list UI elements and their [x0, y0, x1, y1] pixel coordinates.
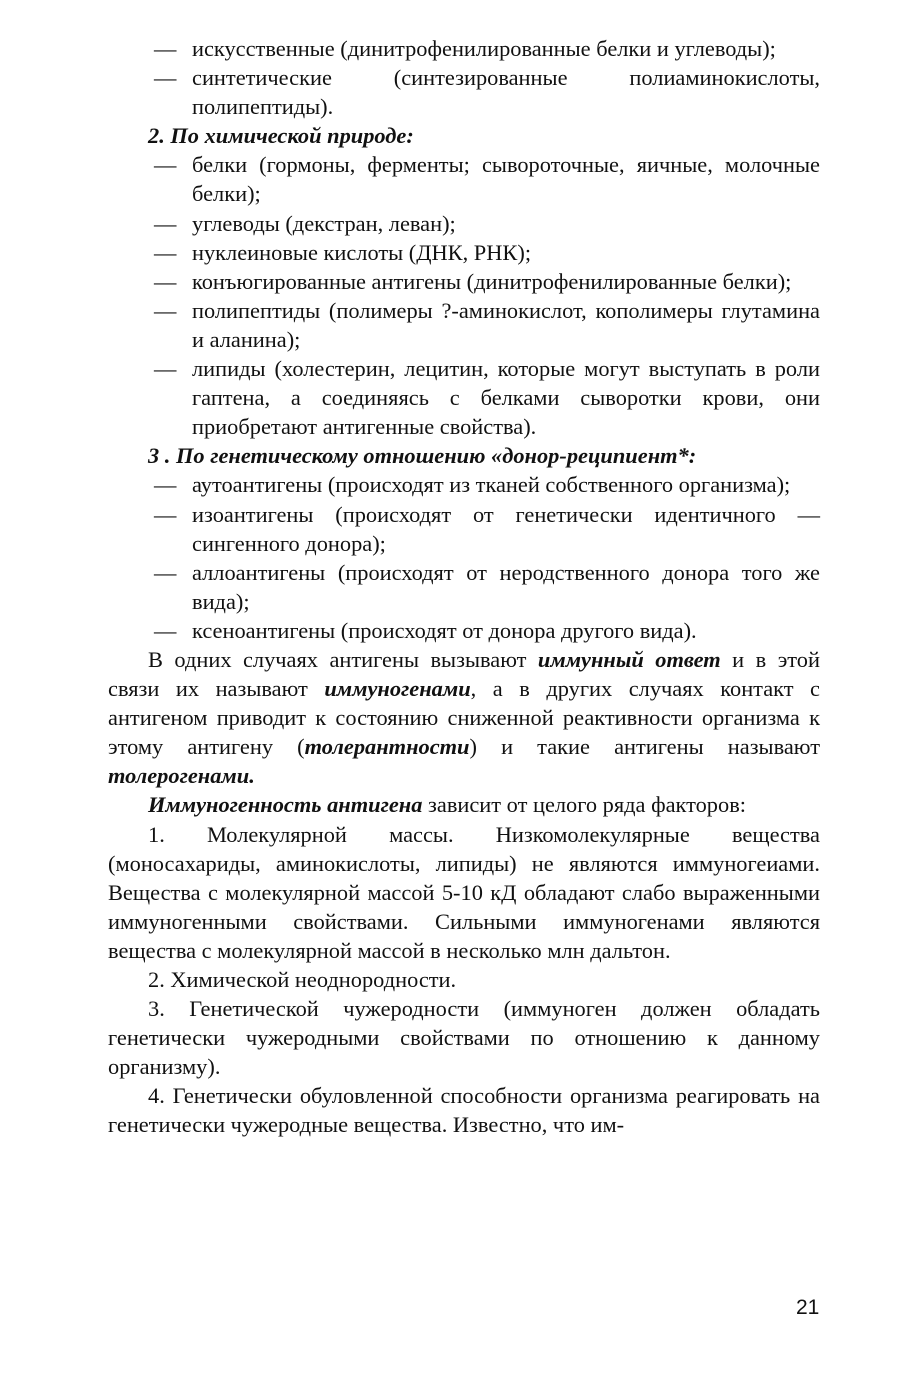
- list-item-text: нуклеиновые кислоты (ДНК, РНК);: [192, 239, 532, 265]
- list-item: [108, 558, 820, 616]
- list-dash: —: [154, 472, 177, 498]
- paragraph-immunogenicity: [108, 790, 820, 819]
- term-immunogens: иммуногенами: [324, 676, 471, 702]
- list-item: [108, 296, 820, 354]
- paragraph-factor-1: 1. Молекулярной массы. Низкомолекулярные вещества (моносахариды, аминокислоты, липиды) не являются иммуногеиами. Вещества с молекулярной массой 5-10 кД обладают слабо выраженными иммуногенными свойствами. Сильными иммуногенами являются вещества с молекулярной массой в несколько млн дальтон.: [108, 821, 820, 963]
- text-run: и в этой связи их называют: [108, 646, 820, 702]
- list-item-text: полипептиды (полимеры ?-аминокислот, кополимеры глутамина и аланина);: [192, 297, 820, 352]
- text-run: , а в других случаях контакт с антигеном приводит к состоянию сниженной реактивности организма к этому антигену (: [108, 676, 820, 760]
- list-dash: —: [154, 356, 177, 382]
- list-dash: —: [154, 501, 177, 527]
- list-item-text: искусственные (динитрофенилированные белки и углеводы);: [192, 36, 776, 61]
- list-item: [108, 209, 820, 238]
- list-item: [108, 63, 820, 121]
- list-item-text: конъюгированные антигены (динитрофенилированные белки);: [192, 268, 792, 294]
- list-dash: —: [154, 297, 177, 323]
- list-item-text: ксеноантигены (происходят от донора другого вида).: [192, 617, 697, 643]
- list-item-text: изоантигены (происходят от генетически идентичного — сингенного донора);: [192, 501, 820, 556]
- text-run: зависит от целого ряда факторов:: [422, 792, 746, 818]
- term-immunogenicity: Иммуногенность антигена: [148, 792, 423, 818]
- paragraph-factor-3: 3. Генетической чужеродности (иммуноген должен обладать генетически чужеродными свойствами по отношению к данному организму).: [108, 996, 820, 1080]
- list-dash: —: [154, 239, 177, 265]
- list-dash: —: [154, 65, 177, 91]
- list-item: [108, 616, 820, 645]
- list-item-text: аутоантигены (происходят из тканей собственного организма);: [192, 472, 791, 498]
- list-dash: —: [154, 617, 177, 643]
- list-item-text: углеводы (декстран, леван);: [192, 210, 456, 236]
- list-item: [108, 500, 820, 558]
- list-item-text: аллоантигены (происходят от неродственного донора того же вида);: [192, 559, 820, 614]
- list-item: [108, 150, 820, 208]
- list-item: [108, 354, 820, 441]
- paragraph-factor-4: 4. Генетически обуловленной способности организма реагировать на генетически чужеродные вещества. Известно, что им-: [108, 1083, 820, 1138]
- paragraph-factor-2: 2. Химической неоднородности.: [148, 967, 457, 992]
- term-tolerogens: толерогенами.: [108, 763, 255, 789]
- term-tolerance: толерантности: [304, 734, 470, 760]
- text-run: ) и такие антигены называют: [469, 734, 821, 760]
- list-item: [108, 238, 820, 267]
- list-dash: —: [154, 36, 177, 61]
- list-dash: —: [154, 152, 177, 178]
- page-body: [108, 34, 820, 1140]
- list-dash: —: [154, 210, 177, 236]
- section-heading-genetic-relation: 3 . По генетическому отношению «донор-реципиент*:: [148, 443, 697, 469]
- text-run: В одних случаях антигены вызывают: [148, 646, 538, 672]
- list-dash: —: [154, 559, 177, 585]
- term-immune-response: иммунный ответ: [537, 646, 721, 672]
- list-item: [108, 34, 820, 63]
- list-item: [108, 470, 820, 499]
- list-item: [108, 267, 820, 296]
- paragraph-immune-response: [108, 645, 820, 790]
- section-heading-chemical-nature: 2. По химической природе:: [148, 123, 414, 149]
- page-number: 21: [796, 1296, 820, 1319]
- list-dash: —: [154, 268, 177, 294]
- list-item-text: синтетические (синтезированные полиаминокислоты, полипептиды).: [192, 65, 820, 120]
- list-item-text: липиды (холестерин, лецитин, которые могут выступать в роли гаптена, а соединяясь с белками сыворотки крови, они приобретают антигенные свойства).: [192, 356, 820, 440]
- list-item-text: белки (гормоны, ферменты; сывороточные, яичные, молочные белки);: [192, 152, 820, 207]
